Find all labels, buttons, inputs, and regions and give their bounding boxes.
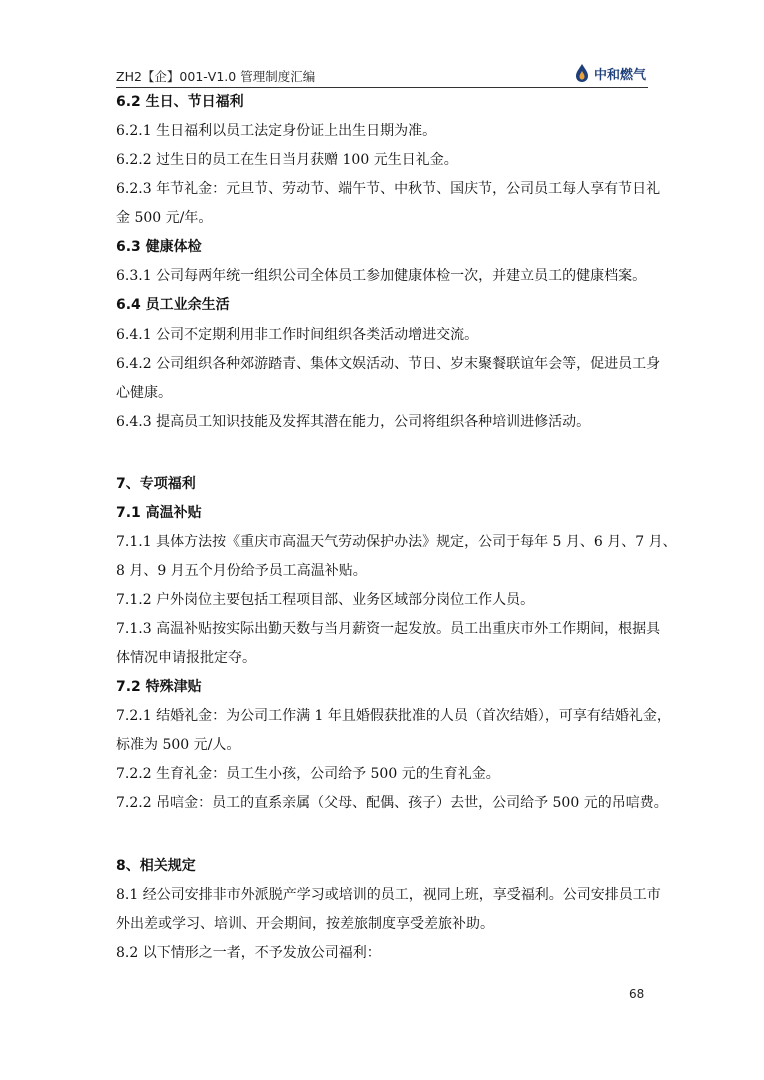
section-heading: 6.4 员工业余生活 <box>116 297 230 313</box>
flame-drop-icon <box>573 63 591 83</box>
paragraph-line: 6.3.1 公司每两年统一组织公司全体员工参加健康体检一次，并建立员工的健康档案。 <box>116 268 647 284</box>
page-number: 68 <box>629 987 645 1001</box>
paragraph-line: 7.2.2 吊唁金：员工的直系亲属（父母、配偶、孩子）去世，公司给予 500 元的吊唁费。 <box>116 795 668 811</box>
paragraph-line: 6.4.2 公司组织各种郊游踏青、集体文娱活动、节日、岁末聚餐联谊年会等，促进员工身 <box>116 356 661 372</box>
page-header <box>116 61 648 88</box>
paragraph-line: 心健康。 <box>116 385 172 401</box>
paragraph-line: 7.1.3 高温补贴按实际出勤天数与当月薪资一起发放。员工出重庆市外工作期间，根据具 <box>116 621 661 637</box>
paragraph-line: 7.2.1 结婚礼金：为公司工作满 1 年且婚假获批准的人员（首次结婚），可享有结婚礼金， <box>116 708 671 724</box>
section-heading: 7.1 高温补贴 <box>116 505 202 521</box>
paragraph-line: 8.1 经公司安排非市外派脱产学习或培训的员工，视同上班，享受福利。公司安排员工市 <box>116 887 661 903</box>
company-logo <box>573 62 646 84</box>
paragraph-line: 6.2.1 生日福利以员工法定身份证上出生日期为准。 <box>116 123 437 139</box>
document-title: ZH2【企】001-V1.0 管理制度汇编 <box>116 69 316 84</box>
paragraph-line: 6.2.2 过生日的员工在生日当月获赠 100 元生日礼金。 <box>116 152 458 168</box>
paragraph-line: 体情况申请报批定夺。 <box>116 650 256 666</box>
paragraph-line: 6.2.3 年节礼金：元旦节、劳动节、端午节、中秋节、国庆节，公司员工每人享有节日礼 <box>116 181 661 197</box>
paragraph-line: 7.1.1 具体方法按《重庆市高温天气劳动保护办法》规定，公司于每年 5 月、6 月、7 月、 <box>116 534 677 550</box>
paragraph-line: 外出差或学习、培训、开会期间，按差旅制度享受差旅补助。 <box>116 916 494 932</box>
chapter-heading: 8、相关规定 <box>116 858 196 874</box>
paragraph-line: 7.2.2 生育礼金：员工生小孩，公司给予 500 元的生育礼金。 <box>116 766 500 782</box>
section-heading: 6.2 生日、节日福利 <box>116 94 244 110</box>
paragraph-line: 6.4.1 公司不定期利用非工作时间组织各类活动增进交流。 <box>116 327 479 343</box>
paragraph-line: 6.4.3 提高员工知识技能及发挥其潜在能力，公司将组织各种培训进修活动。 <box>116 414 591 430</box>
section-heading: 6.3 健康体检 <box>116 239 202 255</box>
section-heading: 7.2 特殊津贴 <box>116 679 202 695</box>
paragraph-line: 8 月、9 月五个月份给予员工高温补贴。 <box>116 563 367 579</box>
paragraph-line: 标准为 500 元/人。 <box>116 737 241 753</box>
logo-text: 中和燃气 <box>593 67 646 83</box>
paragraph-line: 7.1.2 户外岗位主要包括工程项目部、业务区域部分岗位工作人员。 <box>116 592 535 608</box>
paragraph-line: 8.2 以下情形之一者，不予发放公司福利： <box>116 945 381 961</box>
paragraph-line: 金 500 元/年。 <box>116 210 213 226</box>
chapter-heading: 7、专项福利 <box>116 476 196 492</box>
